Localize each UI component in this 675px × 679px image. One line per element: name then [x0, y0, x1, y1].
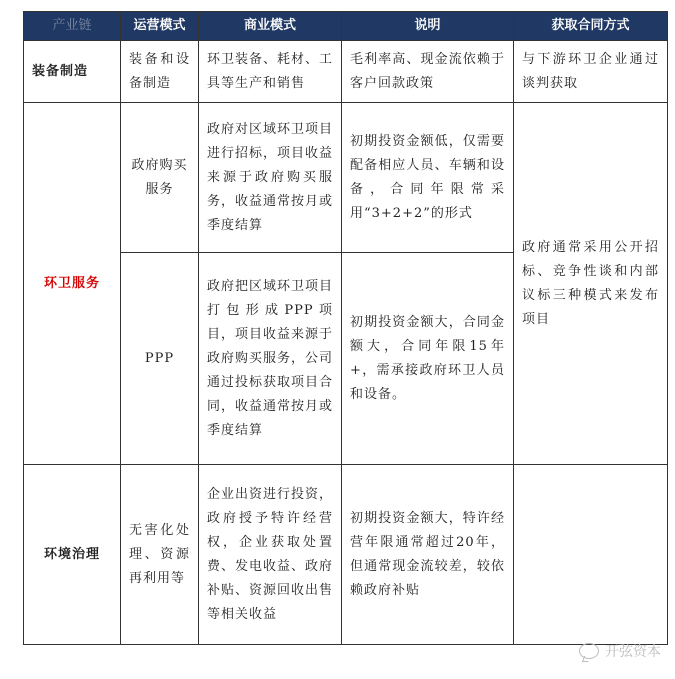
desc-cell: 初期投资金额低，仅需要配备相应人员、车辆和设备，合同年限常采用“3+2+2”的形式: [342, 103, 514, 253]
chain-cell: 环境治理: [24, 465, 121, 645]
wechat-icon: [579, 643, 599, 659]
table-row-sanitation-gov: [24, 103, 668, 253]
watermark: [579, 641, 661, 661]
chain-cell: 装备制造: [24, 41, 121, 103]
table-row-equipment: [24, 41, 668, 103]
header-mode: 运营模式: [121, 12, 199, 41]
header-contract: 获取合同方式: [514, 12, 668, 41]
mode-cell: PPP: [121, 253, 199, 465]
header-business: 商业模式: [199, 12, 342, 41]
table-row-governance: [24, 465, 668, 645]
contract-cell: 政府通常采用公开招标、竞争性谈和内部议标三种模式来发布项目: [514, 103, 668, 465]
industry-chain-table: [23, 11, 668, 645]
header-chain: 产业链: [24, 12, 121, 41]
business-cell: 政府把区域环卫项目打包形成PPP项目，项目收益来源于政府购买服务，公司通过投标获取项目合同，收益通常按月或季度结算: [199, 253, 342, 465]
mode-cell: 政府购买服务: [121, 103, 199, 253]
contract-cell-empty: [514, 465, 668, 645]
business-cell: 政府对区域环卫项目进行招标，项目收益来源于政府购买服务，收益通常按月或季度结算: [199, 103, 342, 253]
business-cell: 企业出资进行投资，政府授予特许经营权，企业获取处置费、发电收益、政府补贴、资源回收出售等相关收益: [199, 465, 342, 645]
mode-cell: 装备和设备制造: [121, 41, 199, 103]
mode-cell: 无害化处理、资源再利用等: [121, 465, 199, 645]
desc-cell: 初期投资金额大，合同金额大，合同年限15年+，需承接政府环卫人员和设备。: [342, 253, 514, 465]
contract-cell: 与下游环卫企业通过谈判获取: [514, 41, 668, 103]
desc-cell: 初期投资金额大，特许经营年限通常超过20年，但通常现金流较差，较依赖政府补贴: [342, 465, 514, 645]
header-desc: 说明: [342, 12, 514, 41]
business-cell: 环卫装备、耗材、工具等生产和销售: [199, 41, 342, 103]
header-row: [24, 12, 668, 41]
chain-cell: 环卫服务: [24, 103, 121, 465]
watermark-text: 开弦资本: [605, 644, 661, 660]
desc-cell: 毛利率高、现金流依赖于客户回款政策: [342, 41, 514, 103]
